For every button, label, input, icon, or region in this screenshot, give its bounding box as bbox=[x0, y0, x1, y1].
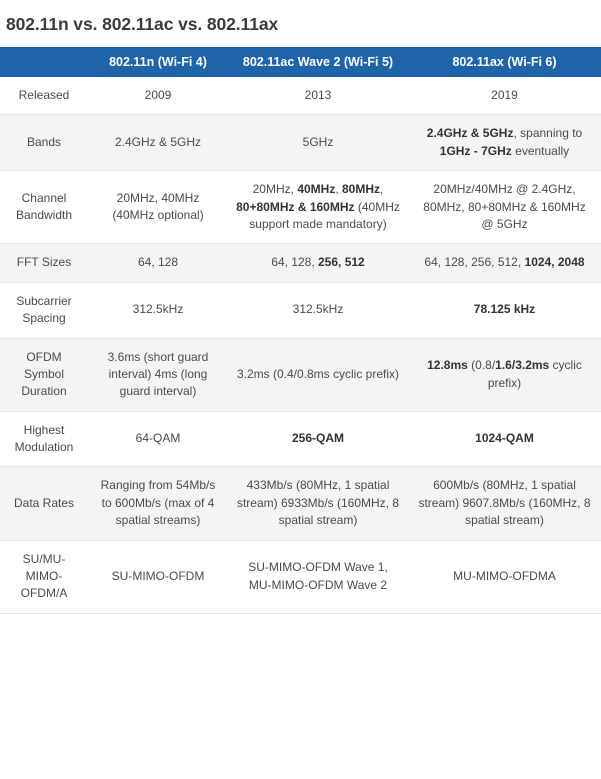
cell-fft-ax bbox=[408, 244, 601, 282]
table-header bbox=[0, 47, 601, 77]
cell-channel-n: 20MHz, 40MHz (40MHz optional) bbox=[88, 171, 228, 244]
cell-bands-ax bbox=[408, 115, 601, 171]
cell-ofdm-ax-mid: (0.8/ bbox=[467, 358, 496, 373]
cell-datarates-n: Ranging from 54Mb/s to 600Mb/s (max of 4 spatial streams) bbox=[88, 467, 228, 540]
header-cell-80211n: 802.11n (Wi-Fi 4) bbox=[88, 47, 228, 77]
cell-bands-ax-text: , spanning to bbox=[513, 126, 583, 141]
cell-fft-ax-bold: 1024, 2048 bbox=[524, 255, 585, 270]
table-row bbox=[0, 338, 601, 411]
cell-channel-ac-b1: 40MHz bbox=[297, 182, 336, 197]
cell-bands-ac: 5GHz bbox=[228, 115, 408, 171]
cell-ofdm-n: 3.6ms (short guard interval) 4ms (long guard interval) bbox=[88, 338, 228, 411]
cell-subcarrier-n: 312.5kHz bbox=[88, 282, 228, 338]
table-header-row bbox=[0, 47, 601, 77]
cell-datarates-ac: 433Mb/s (80MHz, 1 spatial stream) 6933Mb/s (160MHz, 8 spatial stream) bbox=[228, 467, 408, 540]
table-row bbox=[0, 77, 601, 115]
row-label-ofdm-symbol-duration: OFDM Symbol Duration bbox=[0, 338, 88, 411]
cell-bands-ax-bold2: 1GHz - 7GHz bbox=[439, 143, 512, 158]
cell-datarates-ax: 600Mb/s (80MHz, 1 spatial stream) 9607.8Mb/s (160MHz, 8 spatial stream) bbox=[408, 467, 601, 540]
table-row bbox=[0, 115, 601, 171]
row-label-released: Released bbox=[0, 77, 88, 115]
table-row bbox=[0, 411, 601, 467]
cell-fft-ac-pre: 64, 128, bbox=[271, 255, 318, 270]
table-row bbox=[0, 282, 601, 338]
row-label-fft-sizes: FFT Sizes bbox=[0, 244, 88, 282]
cell-fft-n: 64, 128 bbox=[88, 244, 228, 282]
cell-subcarrier-ac: 312.5kHz bbox=[228, 282, 408, 338]
header-cell-80211ac: 802.11ac Wave 2 (Wi-Fi 5) bbox=[228, 47, 408, 77]
row-label-bands: Bands bbox=[0, 115, 88, 171]
cell-bands-ax-bold: 2.4GHz & 5GHz bbox=[426, 126, 514, 141]
cell-ofdm-ac: 3.2ms (0.4/0.8ms cyclic prefix) bbox=[228, 338, 408, 411]
cell-bands-n: 2.4GHz & 5GHz bbox=[88, 115, 228, 171]
cell-mimo-ac: SU-MIMO-OFDM Wave 1, MU-MIMO-OFDM Wave 2 bbox=[228, 540, 408, 613]
cell-modulation-ac bbox=[228, 411, 408, 467]
cell-modulation-ax bbox=[408, 411, 601, 467]
cell-modulation-ax-bold: 1024-QAM bbox=[475, 431, 534, 446]
row-label-channel-bandwidth: Channel Bandwidth bbox=[0, 171, 88, 244]
cell-ofdm-ax bbox=[408, 338, 601, 411]
cell-fft-ax-pre: 64, 128, 256, 512, bbox=[424, 255, 525, 270]
cell-channel-ac-b3: 80+80MHz & 160MHz bbox=[236, 199, 355, 214]
table-row bbox=[0, 244, 601, 282]
cell-ofdm-ax-post: cyclic prefix) bbox=[487, 358, 582, 390]
cell-released-n: 2009 bbox=[88, 77, 228, 115]
cell-channel-ac-post: (40MHz support made mandatory) bbox=[249, 199, 400, 231]
cell-released-ax: 2019 bbox=[408, 77, 601, 115]
cell-ofdm-ax-bold: 12.8ms bbox=[427, 358, 468, 373]
table-row bbox=[0, 540, 601, 613]
row-label-mimo: SU/MU-MIMO-OFDM/A bbox=[0, 540, 88, 613]
row-label-subcarrier-spacing: Subcarrier Spacing bbox=[0, 282, 88, 338]
cell-fft-ac bbox=[228, 244, 408, 282]
cell-mimo-n: SU-MIMO-OFDM bbox=[88, 540, 228, 613]
cell-modulation-n: 64-QAM bbox=[88, 411, 228, 467]
cell-subcarrier-ax-bold: 78.125 kHz bbox=[473, 302, 536, 317]
cell-ofdm-ax-bold2: 1.6/3.2ms bbox=[495, 358, 550, 373]
page-title: 802.11n vs. 802.11ac vs. 802.11ax bbox=[6, 14, 279, 34]
cell-channel-ac-b2: 80MHz bbox=[342, 182, 381, 197]
cell-channel-ac-pre: 20MHz, bbox=[252, 182, 298, 197]
table-row bbox=[0, 171, 601, 244]
comparison-table bbox=[0, 47, 601, 614]
cell-fft-ac-bold: 256, 512 bbox=[318, 255, 365, 270]
cell-bands-ax-text2: eventually bbox=[511, 143, 570, 158]
row-label-data-rates: Data Rates bbox=[0, 467, 88, 540]
cell-modulation-ac-bold: 256-QAM bbox=[291, 431, 344, 446]
header-cell-blank bbox=[0, 47, 88, 77]
row-label-highest-modulation: Highest Modulation bbox=[0, 411, 88, 467]
cell-subcarrier-ax bbox=[408, 282, 601, 338]
cell-channel-ac-mid2: , bbox=[380, 182, 384, 197]
cell-channel-ax: 20MHz/40MHz @ 2.4GHz, 80MHz, 80+80MHz & 160MHz @ 5GHz bbox=[408, 171, 601, 244]
cell-channel-ac-mid: , bbox=[335, 182, 342, 197]
table-body bbox=[0, 77, 601, 613]
table-row bbox=[0, 467, 601, 540]
header-cell-80211ax: 802.11ax (Wi-Fi 6) bbox=[408, 47, 601, 77]
cell-mimo-ax: MU-MIMO-OFDMA bbox=[408, 540, 601, 613]
cell-released-ac: 2013 bbox=[228, 77, 408, 115]
cell-channel-ac bbox=[228, 171, 408, 244]
